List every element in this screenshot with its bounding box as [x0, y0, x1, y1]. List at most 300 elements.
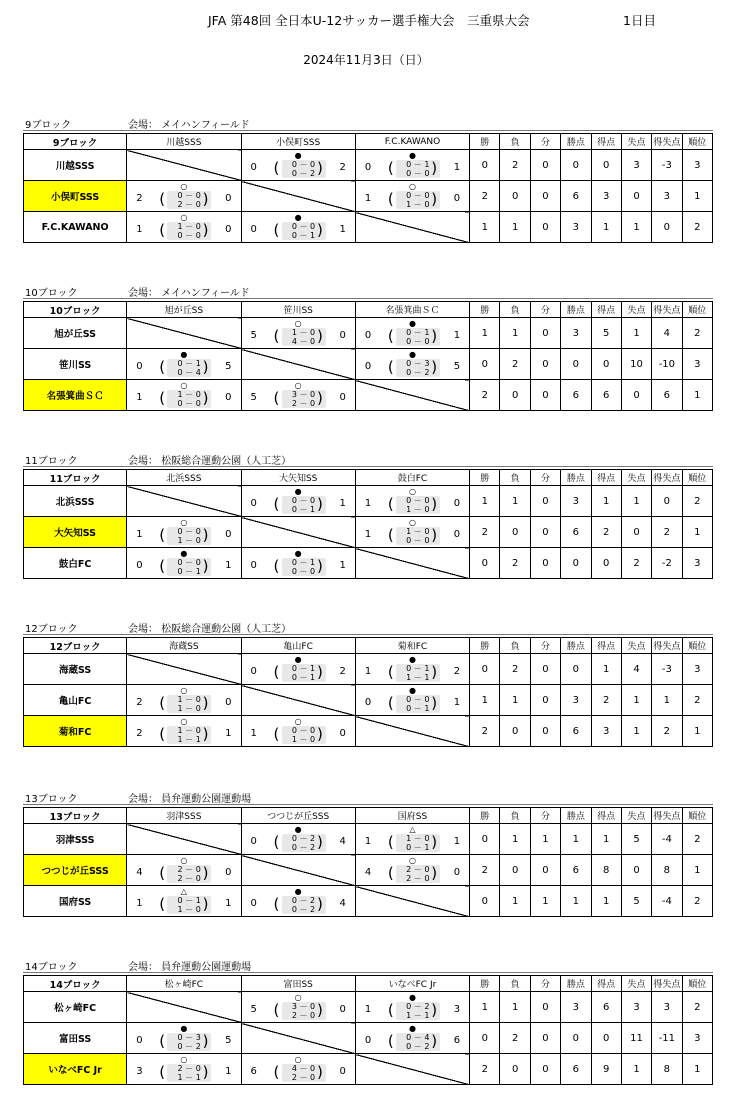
first-half-score: 0 － 0 [177, 527, 201, 536]
score-for: 4 [136, 867, 143, 878]
score-for: 1 [364, 193, 372, 204]
score-for: 2 [136, 193, 143, 204]
stat-value: 0 [591, 548, 621, 579]
stat-header: 負 [500, 638, 530, 654]
stat-value: 0 [621, 380, 651, 411]
paren-open: ( [273, 1063, 280, 1081]
self-match-cell [241, 1023, 355, 1054]
stat-header: 順位 [682, 638, 712, 654]
stat-header: 得失点 [652, 638, 682, 654]
stat-value: 1 [621, 716, 651, 747]
match-result [241, 1054, 355, 1085]
stat-value: 1 [682, 716, 712, 747]
score-for: 4 [364, 867, 372, 878]
paren-open: ( [387, 495, 394, 513]
stat-value: 1 [621, 685, 651, 716]
stat-value: 1 [500, 212, 530, 243]
block-corner-label: 9ブロック [24, 134, 127, 150]
second-half-score: 1 － 0 [177, 905, 201, 914]
first-half-score: 0 － 2 [291, 834, 316, 843]
first-half-score: 0 － 3 [406, 359, 430, 368]
self-match-cell [127, 318, 241, 349]
paren-open: ( [387, 526, 394, 544]
stat-value: 2 [682, 824, 712, 855]
stat-value: 3 [561, 318, 591, 349]
header-row [24, 638, 713, 654]
opponent-header: 笹川SS [241, 302, 355, 318]
first-half-score: 0 － 0 [291, 496, 316, 505]
block-name: 11ブロック [25, 456, 78, 467]
paren-open: ( [159, 358, 166, 376]
stat-value: 2 [591, 685, 621, 716]
standings-table [23, 807, 713, 917]
stat-value: 0 [591, 349, 621, 380]
score-against: 0 [453, 529, 461, 540]
match-result [355, 992, 469, 1023]
paren-close: ) [202, 864, 209, 882]
stat-value: 1 [561, 886, 591, 917]
stat-header: 得失点 [652, 302, 682, 318]
match-result [241, 486, 355, 517]
match-result [241, 654, 355, 685]
score-against: 0 [225, 529, 232, 540]
stat-value: -3 [652, 654, 682, 685]
second-half-score: 2 － 0 [177, 200, 201, 209]
stat-value: 4 [621, 654, 651, 685]
venue-label: 会場： 松阪総合運動公園（人工芝） [128, 456, 292, 467]
stat-value: 2 [652, 716, 682, 747]
venue-label: 会場： メイハンフィールド [128, 288, 250, 299]
score-against: 1 [453, 162, 461, 173]
score-for: 5 [250, 1004, 257, 1015]
paren-open: ( [387, 190, 394, 208]
match-result [127, 181, 241, 212]
table-row [24, 716, 713, 747]
stat-header: 分 [530, 808, 560, 824]
paren-close: ) [316, 495, 323, 513]
stat-header: 分 [530, 638, 560, 654]
stat-value: 1 [530, 886, 560, 917]
score-for: 0 [136, 361, 143, 372]
self-match-cell [127, 150, 241, 181]
stat-value: 0 [561, 1023, 591, 1054]
stat-header: 負 [500, 302, 530, 318]
score-against: 1 [225, 898, 232, 909]
opponent-header: つつじが丘SSS [241, 808, 355, 824]
result-mark: ● [294, 213, 302, 222]
match-result [241, 212, 355, 243]
second-half-score: 1 － 1 [406, 673, 430, 682]
paren-open: ( [387, 358, 394, 376]
paren-close: ) [431, 526, 438, 544]
first-half-score: 0 － 1 [406, 328, 430, 337]
result-mark: ○ [180, 182, 188, 191]
result-mark: ○ [408, 487, 416, 496]
match-result [355, 654, 469, 685]
stat-value: 0 [530, 212, 560, 243]
block-corner-label: 10ブロック [24, 302, 127, 318]
table-row [24, 181, 713, 212]
block-name: 9ブロック [25, 120, 72, 131]
stat-value: 2 [621, 548, 651, 579]
paren-open: ( [159, 895, 166, 913]
match-result [355, 855, 469, 886]
stat-value: -4 [652, 886, 682, 917]
venue-label: 会場： 松阪総合運動公園（人工芝） [128, 624, 292, 635]
stat-value: 0 [530, 517, 560, 548]
paren-close: ) [316, 221, 323, 239]
result-mark: ● [408, 686, 416, 695]
stat-header: 得点 [591, 302, 621, 318]
stat-header: 得点 [591, 134, 621, 150]
first-half-score: 4 － 0 [291, 1064, 316, 1073]
stat-value: 1 [621, 1054, 651, 1085]
opponent-header: F.C.KAWANO [355, 134, 469, 150]
stat-value: 2 [682, 318, 712, 349]
paren-close: ) [202, 389, 209, 407]
block-section [23, 789, 713, 917]
paren-close: ) [431, 663, 438, 681]
second-half-score: 2 － 0 [177, 874, 201, 883]
score-against: 0 [453, 498, 461, 509]
second-half-score: 2 － 0 [406, 874, 430, 883]
stat-header: 分 [530, 302, 560, 318]
paren-close: ) [431, 1032, 438, 1050]
opponent-header: 北浜SSS [127, 470, 241, 486]
stat-value: 1 [500, 318, 530, 349]
score-for: 0 [250, 666, 257, 677]
first-half-score: 2 － 0 [406, 865, 430, 874]
stat-value: 0 [530, 548, 560, 579]
stat-header: 得点 [591, 808, 621, 824]
table-row [24, 150, 713, 181]
standings-table [23, 301, 713, 411]
second-half-score: 0 － 1 [406, 843, 430, 852]
block-name: 14ブロック [25, 962, 78, 973]
result-mark: ○ [180, 381, 188, 390]
score-against: 2 [339, 666, 346, 677]
match-result [127, 1023, 241, 1054]
venue-label: 会場： メイハンフィールド [128, 120, 250, 131]
stat-value: 9 [591, 1054, 621, 1085]
result-mark: ● [294, 549, 302, 558]
table-row [24, 486, 713, 517]
match-result [127, 855, 241, 886]
stat-value: 0 [470, 654, 500, 685]
match-result [241, 150, 355, 181]
match-result [127, 517, 241, 548]
opponent-header: 大矢知SS [241, 470, 355, 486]
score-for: 1 [136, 898, 143, 909]
score-against: 0 [339, 392, 346, 403]
paren-close: ) [316, 389, 323, 407]
block-header [23, 619, 713, 635]
second-half-score: 1 － 0 [177, 536, 201, 545]
table-row [24, 1054, 713, 1085]
score-for: 0 [364, 1035, 372, 1046]
stat-header: 順位 [682, 302, 712, 318]
stat-value: 1 [561, 824, 591, 855]
result-mark: ● [408, 993, 416, 1002]
stat-value: 0 [530, 992, 560, 1023]
paren-open: ( [159, 221, 166, 239]
result-mark: ● [294, 487, 302, 496]
second-half-score: 1 － 0 [177, 704, 201, 713]
table-row [24, 1023, 713, 1054]
stat-header: 得失点 [652, 976, 682, 992]
stat-value: 0 [561, 548, 591, 579]
stat-value: 0 [500, 1054, 530, 1085]
stat-value: 2 [470, 855, 500, 886]
stat-value: 3 [652, 181, 682, 212]
opponent-header: 川越SSS [127, 134, 241, 150]
first-half-score: 1 － 0 [177, 222, 201, 231]
stat-value: 2 [682, 486, 712, 517]
self-match-cell [355, 212, 469, 243]
score-for: 0 [250, 498, 257, 509]
stat-header: 勝 [470, 976, 500, 992]
stat-value: 3 [561, 212, 591, 243]
score-for: 1 [136, 224, 143, 235]
opponent-header: 亀山FC [241, 638, 355, 654]
score-against: 5 [225, 361, 232, 372]
stat-value: 6 [561, 716, 591, 747]
score-against: 1 [339, 560, 346, 571]
match-result [241, 380, 355, 411]
paren-open: ( [273, 327, 280, 345]
result-mark: ● [408, 655, 416, 664]
match-result [355, 181, 469, 212]
score-against: 1 [453, 697, 461, 708]
stat-value: 2 [500, 548, 530, 579]
score-for: 1 [364, 529, 372, 540]
match-result [355, 824, 469, 855]
result-mark: △ [409, 825, 416, 834]
paren-open: ( [159, 694, 166, 712]
header-row [24, 808, 713, 824]
stat-value: 1 [591, 212, 621, 243]
second-half-score: 0 － 1 [177, 567, 201, 576]
score-for: 1 [364, 836, 372, 847]
block-header [23, 115, 713, 131]
stat-value: 3 [561, 486, 591, 517]
paren-close: ) [431, 495, 438, 513]
stat-value: 0 [591, 1023, 621, 1054]
second-half-score: 1 － 1 [177, 735, 201, 744]
block-name: 13ブロック [25, 794, 78, 805]
stat-value: -3 [652, 150, 682, 181]
match-date: 2024年11月3日（日） [303, 53, 429, 67]
paren-close: ) [431, 1001, 438, 1019]
stat-value: 1 [500, 992, 530, 1023]
first-half-score: 0 － 0 [177, 558, 201, 567]
paren-open: ( [159, 389, 166, 407]
second-half-score: 0 － 2 [406, 1042, 430, 1051]
score-for: 6 [250, 1066, 257, 1077]
score-for: 0 [250, 224, 257, 235]
stat-value: 1 [621, 318, 651, 349]
paren-open: ( [159, 725, 166, 743]
score-against: 0 [225, 392, 232, 403]
stat-value: 3 [621, 150, 651, 181]
self-match-cell [127, 486, 241, 517]
venue-label: 会場： 員弁運動公園運動場 [128, 962, 252, 973]
paren-open: ( [273, 389, 280, 407]
team-name: 小俣町SSS [24, 181, 127, 212]
score-against: 0 [339, 330, 346, 341]
score-for: 0 [364, 162, 372, 173]
paren-open: ( [273, 725, 280, 743]
first-half-score: 0 － 2 [406, 1002, 430, 1011]
stat-header: 勝点 [561, 808, 591, 824]
paren-open: ( [387, 327, 394, 345]
paren-close: ) [202, 1063, 209, 1081]
paren-close: ) [316, 725, 323, 743]
stat-value: 4 [652, 318, 682, 349]
first-half-score: 0 － 0 [406, 695, 430, 704]
stat-value: 0 [530, 716, 560, 747]
match-result [127, 1054, 241, 1085]
first-half-score: 0 － 0 [177, 191, 201, 200]
second-half-score: 0 － 0 [177, 399, 201, 408]
stat-value: 8 [652, 1054, 682, 1085]
match-result [355, 517, 469, 548]
stat-value: 0 [470, 886, 500, 917]
stat-value: 3 [621, 992, 651, 1023]
first-half-score: 0 － 0 [291, 160, 316, 169]
paren-close: ) [202, 358, 209, 376]
paren-close: ) [202, 190, 209, 208]
stat-value: 3 [591, 716, 621, 747]
stat-header: 勝 [470, 638, 500, 654]
stat-value: 5 [621, 886, 651, 917]
score-for: 0 [250, 560, 257, 571]
first-half-score: 0 － 4 [406, 1033, 430, 1042]
header-row [24, 134, 713, 150]
first-half-score: 0 － 1 [177, 359, 201, 368]
paren-close: ) [431, 694, 438, 712]
second-half-score: 0 － 0 [291, 567, 316, 576]
result-mark: ● [294, 151, 302, 160]
day-label: 1日目 [623, 13, 656, 28]
result-mark: △ [180, 887, 187, 896]
self-match-cell [241, 517, 355, 548]
score-for: 0 [136, 560, 143, 571]
second-half-score: 1 － 0 [406, 200, 430, 209]
stat-value: 1 [682, 181, 712, 212]
stat-value: 1 [652, 685, 682, 716]
team-name: 鼓白FC [24, 548, 127, 579]
stat-value: 3 [652, 992, 682, 1023]
stat-value: 6 [591, 992, 621, 1023]
paren-open: ( [387, 663, 394, 681]
score-for: 1 [364, 1004, 372, 1015]
score-against: 0 [225, 697, 232, 708]
paren-close: ) [202, 694, 209, 712]
result-mark: ○ [408, 856, 416, 865]
result-mark: ● [408, 151, 416, 160]
paren-close: ) [316, 663, 323, 681]
stat-header: 失点 [621, 808, 651, 824]
stat-value: 10 [621, 349, 651, 380]
opponent-header: 名張箕曲ＳＣ [355, 302, 469, 318]
self-match-cell [355, 886, 469, 917]
block-corner-label: 11ブロック [24, 470, 127, 486]
stat-value: 6 [561, 1054, 591, 1085]
result-mark: ○ [180, 717, 188, 726]
result-mark: ○ [294, 993, 302, 1002]
result-mark: ● [408, 1024, 416, 1033]
stat-header: 得点 [591, 976, 621, 992]
table-row [24, 548, 713, 579]
result-mark: ○ [294, 717, 302, 726]
second-half-score: 0 － 2 [177, 1042, 201, 1051]
stat-value: 0 [470, 824, 500, 855]
result-mark: ○ [408, 518, 416, 527]
stat-value: 0 [530, 1023, 560, 1054]
stat-value: 0 [591, 150, 621, 181]
paren-open: ( [387, 694, 394, 712]
stat-header: 順位 [682, 808, 712, 824]
stat-header: 得点 [591, 638, 621, 654]
stat-value: 1 [500, 685, 530, 716]
stat-value: 3 [682, 349, 712, 380]
stat-header: 勝点 [561, 470, 591, 486]
stat-header: 得失点 [652, 470, 682, 486]
block-header [23, 789, 713, 805]
table-row [24, 824, 713, 855]
match-result [241, 318, 355, 349]
score-against: 0 [453, 193, 461, 204]
standings-table [23, 975, 713, 1085]
paren-close: ) [431, 358, 438, 376]
score-against: 1 [225, 728, 232, 739]
score-for: 2 [136, 697, 143, 708]
stat-value: 3 [682, 654, 712, 685]
stat-value: 3 [682, 1023, 712, 1054]
stat-value: 6 [561, 855, 591, 886]
block-corner-label: 12ブロック [24, 638, 127, 654]
first-half-score: 0 － 1 [406, 160, 430, 169]
stat-value: 1 [621, 486, 651, 517]
match-result [127, 349, 241, 380]
match-result [355, 685, 469, 716]
team-name: 海蔵SS [24, 654, 127, 685]
stat-header: 勝点 [561, 638, 591, 654]
paren-open: ( [159, 557, 166, 575]
stat-value: 1 [470, 318, 500, 349]
score-against: 5 [453, 361, 461, 372]
stat-value: 0 [621, 517, 651, 548]
result-mark: ● [294, 825, 302, 834]
opponent-header: 小俣町SSS [241, 134, 355, 150]
score-for: 1 [364, 498, 372, 509]
match-result [241, 716, 355, 747]
second-half-score: 2 － 0 [291, 1011, 316, 1020]
second-half-score: 0 － 0 [406, 169, 430, 178]
stat-value: 1 [682, 517, 712, 548]
team-name: 亀山FC [24, 685, 127, 716]
score-against: 1 [453, 330, 461, 341]
team-name: 国府SS [24, 886, 127, 917]
score-against: 1 [225, 1066, 232, 1077]
table-row [24, 685, 713, 716]
first-half-score: 2 － 0 [177, 865, 201, 874]
second-half-score: 1 － 1 [177, 1073, 201, 1082]
score-for: 5 [250, 392, 257, 403]
standings-table [23, 637, 713, 747]
paren-close: ) [431, 833, 438, 851]
